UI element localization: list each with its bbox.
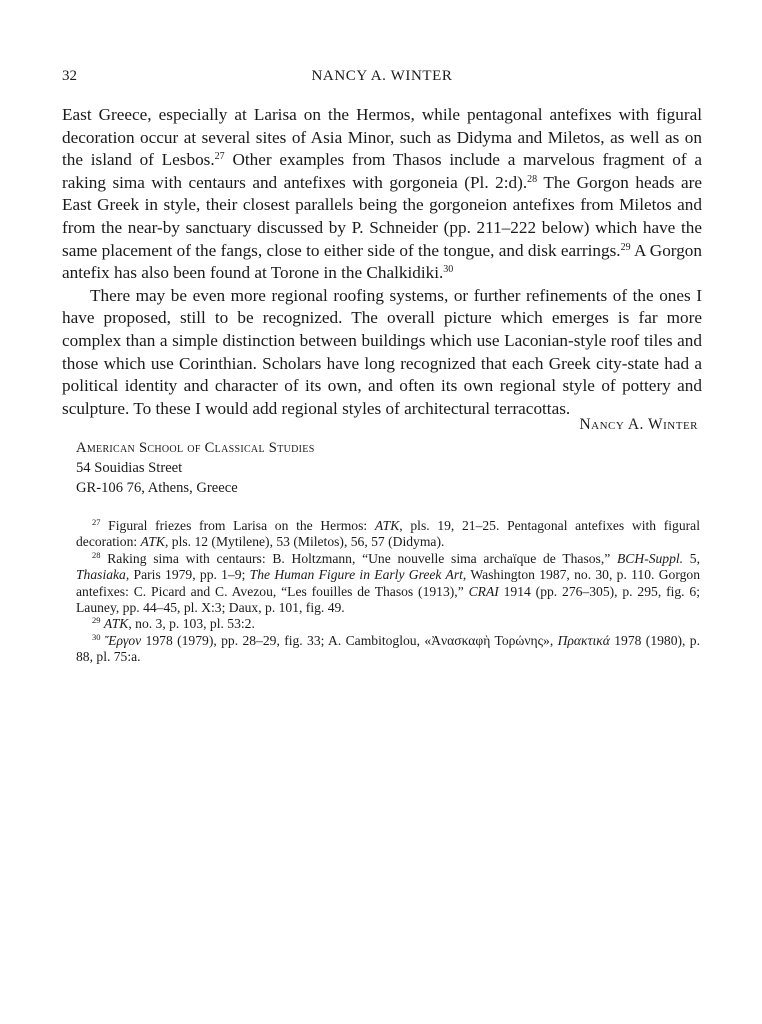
footnote-text: Figural friezes from Larisa on the Hermos: (100, 518, 375, 533)
footnote-citation: Ἔργον (104, 632, 142, 648)
footnote-28 (76, 551, 700, 617)
footnotes (76, 518, 700, 666)
footnote-citation: BCH-Suppl. (617, 550, 684, 566)
footnote-ref[interactable]: 30 (443, 264, 454, 276)
footnote-citation: Πρακτικά (557, 632, 610, 648)
footnote-ref[interactable]: 27 (214, 151, 225, 163)
footnote-text: 1914 (pp. 276–305), p. 295, fig. 6; Launey, pp. 44–45, pl. X:3; Daux, p. 101, fig. 49. (76, 583, 700, 616)
sentence: Other examples from Thasos include a marvelous fragment of a raking sima with centaurs and antefixes with gorgoneia (Pl. 2:d). (62, 150, 702, 192)
footnote-number: 27 (92, 517, 101, 527)
footnote-number: 29 (92, 615, 101, 626)
author-address (76, 438, 315, 498)
footnote-citation: ATK (374, 518, 400, 533)
page-header (62, 68, 702, 90)
address-institution: American School of Classical Studies (76, 440, 315, 456)
body-text (62, 104, 702, 420)
author-signature: Nancy A. Winter (579, 416, 698, 433)
footnote-30 (76, 633, 700, 666)
footnote-text: , pls. 19, 21–25. Pentagonal antefixes with figural decoration: (76, 518, 700, 550)
footnote-29 (76, 616, 700, 632)
footnote-text: 1978 (1980), p. 88, pl. 75:a. (76, 632, 700, 665)
footnote-ref[interactable]: 29 (620, 241, 631, 253)
sentence: A Gorgon antefix has also been found at Torone in the Chalkidiki. (62, 240, 702, 283)
footnote-ref[interactable]: 28 (527, 173, 538, 185)
sentence: East Greece, especially at Larisa on the Hermos, while pentagonal antefixes with figural decoration occur at several sites of Asia Minor, such as Didyma and Miletos, as well as on the island of Lesbos. (62, 105, 702, 170)
paragraph-2: There may be even more regional roofing systems, or further refinements of the ones I have proposed, still to be recognized. The overall picture which emerges is far more complex than a simple distinction between buildings which use Laconian-style roof tiles and those which use Corinthian. Scholars have long recognized that each Greek city-state had a political identity and character of its own, and often its own regional style of pottery and sculpture. To these I would add regional styles of architectural terracottas. (62, 285, 702, 418)
address-street: 54 Souidias Street (76, 460, 183, 476)
footnote-citation: ATK (103, 616, 129, 632)
running-head: NANCY A. WINTER (311, 68, 453, 84)
footnote-number: 28 (92, 549, 101, 560)
footnote-text: , Paris 1979, pp. 1–9; (125, 567, 250, 583)
footnote-text: , no. 3, p. 103, pl. 53:2. (128, 616, 255, 632)
footnote-text: 1978 (1979), pp. 28–29, fig. 33; A. Cambitoglou, «Ἀνασκαφὴ Τορώνης», (141, 632, 558, 648)
footnote-number: 30 (92, 631, 101, 642)
page-number: 32 (62, 68, 77, 84)
paragraph-1 (62, 104, 702, 285)
footnote-text: Raking sima with centaurs: B. Holtzmann, “Une nouvelle sima archaïque de Thasos,” (100, 550, 617, 566)
footnote-citation: The Human Figure in Early Greek Art (249, 567, 463, 583)
footnote-27 (76, 518, 700, 551)
footnote-text: , pls. 12 (Mytilene), 53 (Miletos), 56, 57 (Didyma). (164, 534, 445, 550)
footnote-citation: Thasiaka (76, 567, 126, 583)
footnote-text: 5, (683, 550, 701, 566)
footnote-citation: ATK (140, 534, 165, 550)
footnote-text: , Washington 1987, no. 30, p. 110. Gorgon antefixes: C. Picard and C. Avezou, “Les fouilles de Thasos (1913),” (76, 567, 700, 599)
sentence: The Gorgon heads are East Greek in style, their closest parallels being the gorgoneion antefixes from Miletos and from the near-by sanctuary discussed by P. Schneider (pp. 211–222 below) which have the same placement of the fangs, close to either side of the tongue, and disk earrings. (62, 172, 702, 260)
address-city: GR-106 76, Athens, Greece (76, 480, 238, 496)
footnote-citation: CRAI (468, 583, 499, 599)
